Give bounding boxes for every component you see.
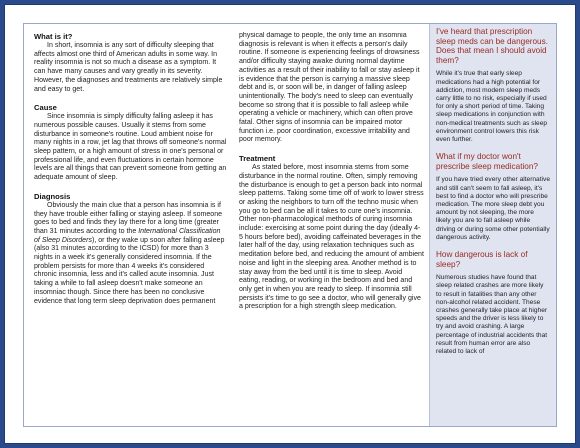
faq-answer: If you have tried every other alternative and still can't seem to fall asleep, it's best to find a doctor who will prescribe medication. The more sleep debt you amount by not sleeping, the more likely you are to fall asleep while driving or during some other potentially dangerous activity. (436, 176, 550, 241)
faq-question: How dangerous is lack of sleep? (436, 250, 528, 269)
paragraph-diagnosis (34, 202, 227, 306)
section-diagnosis (34, 192, 227, 306)
diagnosis-text-start: Obviously the main clue that a person has insomnia is if they have trouble either falling or staying asleep. If someone goes to bed and finds they lay there for a long time (greater than 31 minutes according to the (34, 201, 223, 235)
diagnosis-text-end: ), or they wake up soon after falling asleep (also 31 minutes according to the ICSD) for more than 3 nights in a week it's generally considered insomnia. If the problem persists for more than 4 weeks it's considered chronic insomnia, less and it's called acute insomnia. Just taking a while to fall asleep doesn't make someone an insomniac though. Since there has been no conclusive evidence that long term sleep deprivation does permanent (34, 236, 225, 305)
section-treatment (239, 154, 424, 312)
faq-item (436, 250, 550, 356)
paragraph-treatment: As stated before, most insomnia stems from some disturbance in the normal routine. Often, simply removing the disturbance is enough to get a person back into normal sleep patterns. Taking some time off of work to lower stress or asking the neighbors to turn off the techno music when you go to bed can be all it takes to cure one's insomnia. Other non-pharmacological methods of curing insomnia include: exercising at some point during the day (ideally 4-5 hours before bed), avoiding caffeinated beverages in the later half of the day, using relaxation techniques such as meditation before bed, and reducing the amount of ambient noise and light in the sleeping area. Another method is to stay away from the bed until it is time to sleep. Avoid eating, reading, or working in the bedroom and bed and only get in when you are ready to sleep. If insomnia still persists it's time to go see a doctor, who will generally give a prescription for a high strength sleep medication. (239, 164, 424, 311)
faq-answer: Numerous studies have found that sleep related crashes are more likely to result in fatalities than any other non-alcohol related accident. These crashes generally take place at higher speeds and the driver is less likely to try and avoid crashing. A large percentage of industrial accidents that result from human error are also related to lack of (436, 274, 548, 356)
heading-diagnosis: Diagnosis (34, 191, 71, 201)
paragraph-what-is-it: In short, insomnia is any sort of difficulty sleeping that affects almost one third of American adults in some way. In reality insomnia is not so much a disease as a symptom. It can have many causes and vary greatly in its severity. However, the diagnoses and treatments are relatively simple and easy to get. (34, 42, 223, 93)
brochure-page (4, 4, 576, 444)
heading-treatment: Treatment (239, 154, 276, 164)
heading-cause: Cause (34, 103, 57, 113)
faq-question: I've heard that prescription sleep meds can be dangerous. Does that mean I should avoid them? (436, 27, 548, 65)
left-column (34, 32, 227, 426)
section-cause (34, 103, 227, 183)
faq-sidebar (429, 24, 556, 426)
heading-what-is-it: What is it? (34, 32, 73, 41)
paragraph-cause: Since insomnia is simply difficulty falling asleep it has numerous possible causes. Usually it stems from some disturbance in someone's routine. Loud ambient noise for many nights in a row, jet lag that throws off someone's normal sleep pattern, or a high amount of stress in one's personal or professional life, and even fluctuations in certain hormone levels are all things that can prevent someone from getting an adequate amount of sleep. (34, 113, 227, 182)
section-what-is-it (34, 32, 227, 94)
faq-item (436, 152, 550, 242)
faq-item (436, 27, 550, 144)
content-frame (23, 23, 557, 427)
paragraph-diagnosis-continued: physical damage to people, the only time an insomnia diagnosis is relevant is when it effects a person's daily routine. If someone is experiencing feelings of drowsiness and/or difficulty staying awake during normal daytime activities as a result of their inability to fall or stay asleep it is evidence that the person is carrying a massive sleep debt and is, or soon will be, in danger of falling asleep unintentionally. The body's need to sleep can eventually become so strong that it is possible to fall asleep while operating a vehicle or machinery, which can often prove fatal. Other signs of insomnia can be impaired motor function i.e. poor coordination, excessive irritability and poor memory. (239, 32, 420, 144)
faq-question: What if my doctor won't prescribe sleep medication? (436, 152, 538, 171)
middle-column (239, 32, 424, 426)
faq-answer: While it's true that early sleep medications had a high potential for addiction, most modern sleep meds carry little to no risk, especially if used for only a short period of time. Taking sleep medications in conjunction with non-medical treatments such as sleep environment control lowers this risk even further. (436, 70, 548, 143)
icsd-title: International Classification of Sleep Disorders (34, 227, 221, 244)
